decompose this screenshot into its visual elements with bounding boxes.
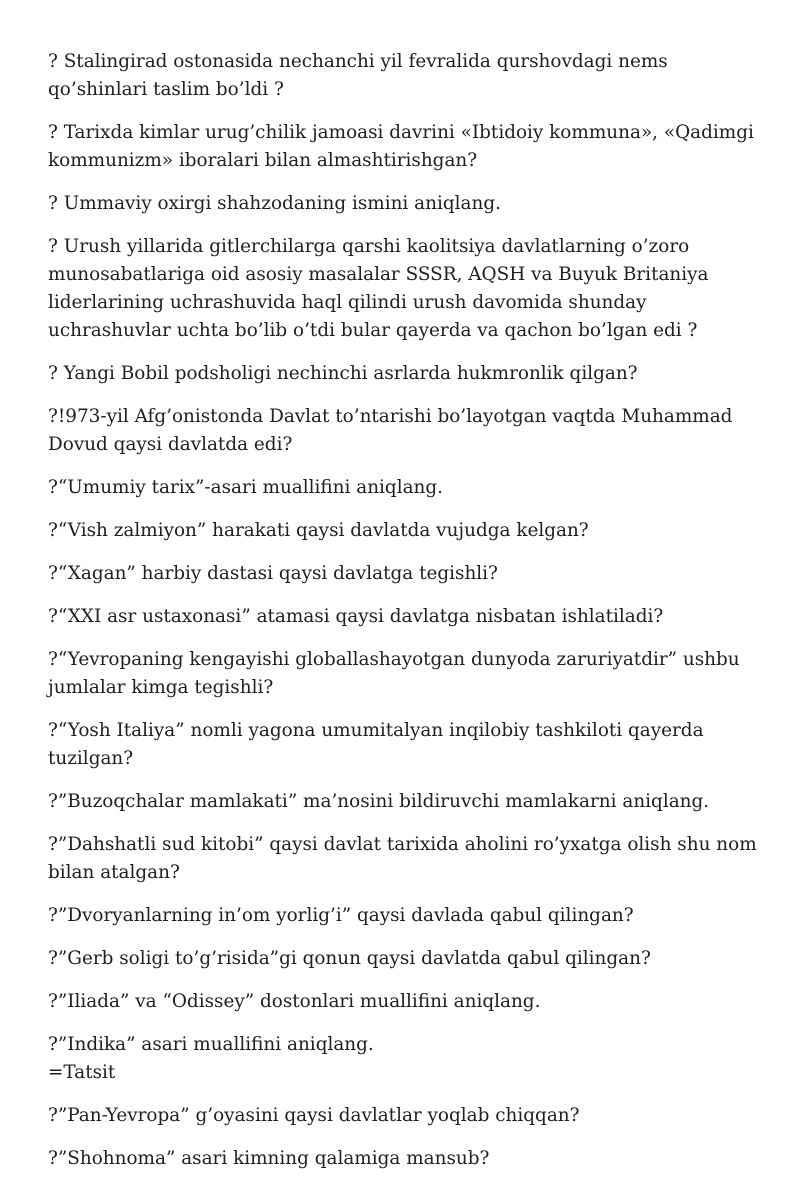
question-text: ? Ummaviy oxirgi shahzodaning ismini aniqlang.	[48, 193, 501, 214]
question-14	[48, 831, 758, 887]
question-9	[48, 560, 758, 588]
question-1	[48, 48, 758, 104]
question-text: ? Tarixda kimlar urug’chilik jamoasi davrini «Ibtidoiy kommuna», «Qadimgi kommunizm» iboralari bilan almashtirishgan?	[48, 122, 754, 171]
question-8	[48, 517, 758, 545]
question-16	[48, 945, 758, 973]
question-text: ?“Yosh Italiya” nomli yagona umumitalyan inqilobiy tashkiloti qayerda tuzilgan?	[48, 720, 704, 769]
question-text: ? Yangi Bobil podsholigi nechinchi asrlarda hukmronlik qilgan?	[48, 363, 638, 384]
question-text: ?”Shohnoma” asari kimning qalamiga mansub?	[48, 1148, 490, 1169]
question-13	[48, 788, 758, 816]
question-text: ?”Buzoqchalar mamlakati” ma’nosini bildiruvchi mamlakarni aniqlang.	[48, 791, 710, 812]
question-text: ?”Iliada” va “Odissey” dostonlari muallifini aniqlang.	[48, 991, 541, 1012]
question-text: ?!973-yil Afg’onistonda Davlat to’ntarishi bo’layotgan vaqtda Muhammad Dovud qaysi davlatda edi?	[48, 406, 733, 455]
question-15	[48, 902, 758, 930]
question-text: ?“Yevropaning kengayishi globallashayotgan dunyoda zaruriyatdir” ushbu jumlalar kimga tegishli?	[48, 649, 740, 698]
question-text: ?“Umumiy tarix”-asari muallifini aniqlang.	[48, 477, 444, 498]
question-text: ? Urush yillarida gitlerchilarga qarshi kaolitsiya davlatlarning o’zoro munosabatlariga oid asosiy masalalar SSSR, AQSH va Buyuk Britaniya liderlarining uchrashuvida haql qilindi urush davomida shunday uchrashuvlar uchta bo’lib o’tdi bular qayerda va qachon bo’lgan edi ?	[48, 236, 709, 341]
question-text: ?“Xagan” harbiy dastasi qaysi davlatga tegishli?	[48, 563, 498, 584]
question-19	[48, 1102, 758, 1130]
question-text: ?”Gerb soligi to’g’risida”gi qonun qaysi davlatda qabul qilingan?	[48, 948, 651, 969]
question-3	[48, 190, 758, 218]
question-18	[48, 1031, 758, 1087]
question-7	[48, 474, 758, 502]
question-5	[48, 360, 758, 388]
question-11	[48, 646, 758, 702]
question-text: ?”Dahshatli sud kitobi” qaysi davlat tarixida aholini ro’yxatga olish shu nom bilan atalgan?	[48, 834, 757, 883]
question-17	[48, 988, 758, 1016]
question-20	[48, 1145, 758, 1173]
question-text: ?”Dvoryanlarning in’om yorlig’i” qaysi davlada qabul qilingan?	[48, 905, 634, 926]
question-text: ?“XXI asr ustaxonasi” atamasi qaysi davlatga nisbatan ishlatiladi?	[48, 606, 664, 627]
question-text: ?“Vish zalmiyon” harakati qaysi davlatda vujudga kelgan?	[48, 520, 589, 541]
answer-text: =Tatsit	[48, 1062, 116, 1083]
question-6	[48, 403, 758, 459]
question-text: ? Stalingirad ostonasida nechanchi yil fevralida qurshovdagi nems qo’shinlari taslim bo’ldi ?	[48, 51, 668, 100]
question-text: ?”Indika” asari muallifini aniqlang.	[48, 1034, 374, 1055]
question-12	[48, 717, 758, 773]
document-body	[48, 48, 758, 1188]
question-4	[48, 233, 758, 345]
question-10	[48, 603, 758, 631]
question-text: ?”Pan-Yevropa” g’oyasini qaysi davlatlar yoqlab chiqqan?	[48, 1105, 580, 1126]
question-2	[48, 119, 758, 175]
